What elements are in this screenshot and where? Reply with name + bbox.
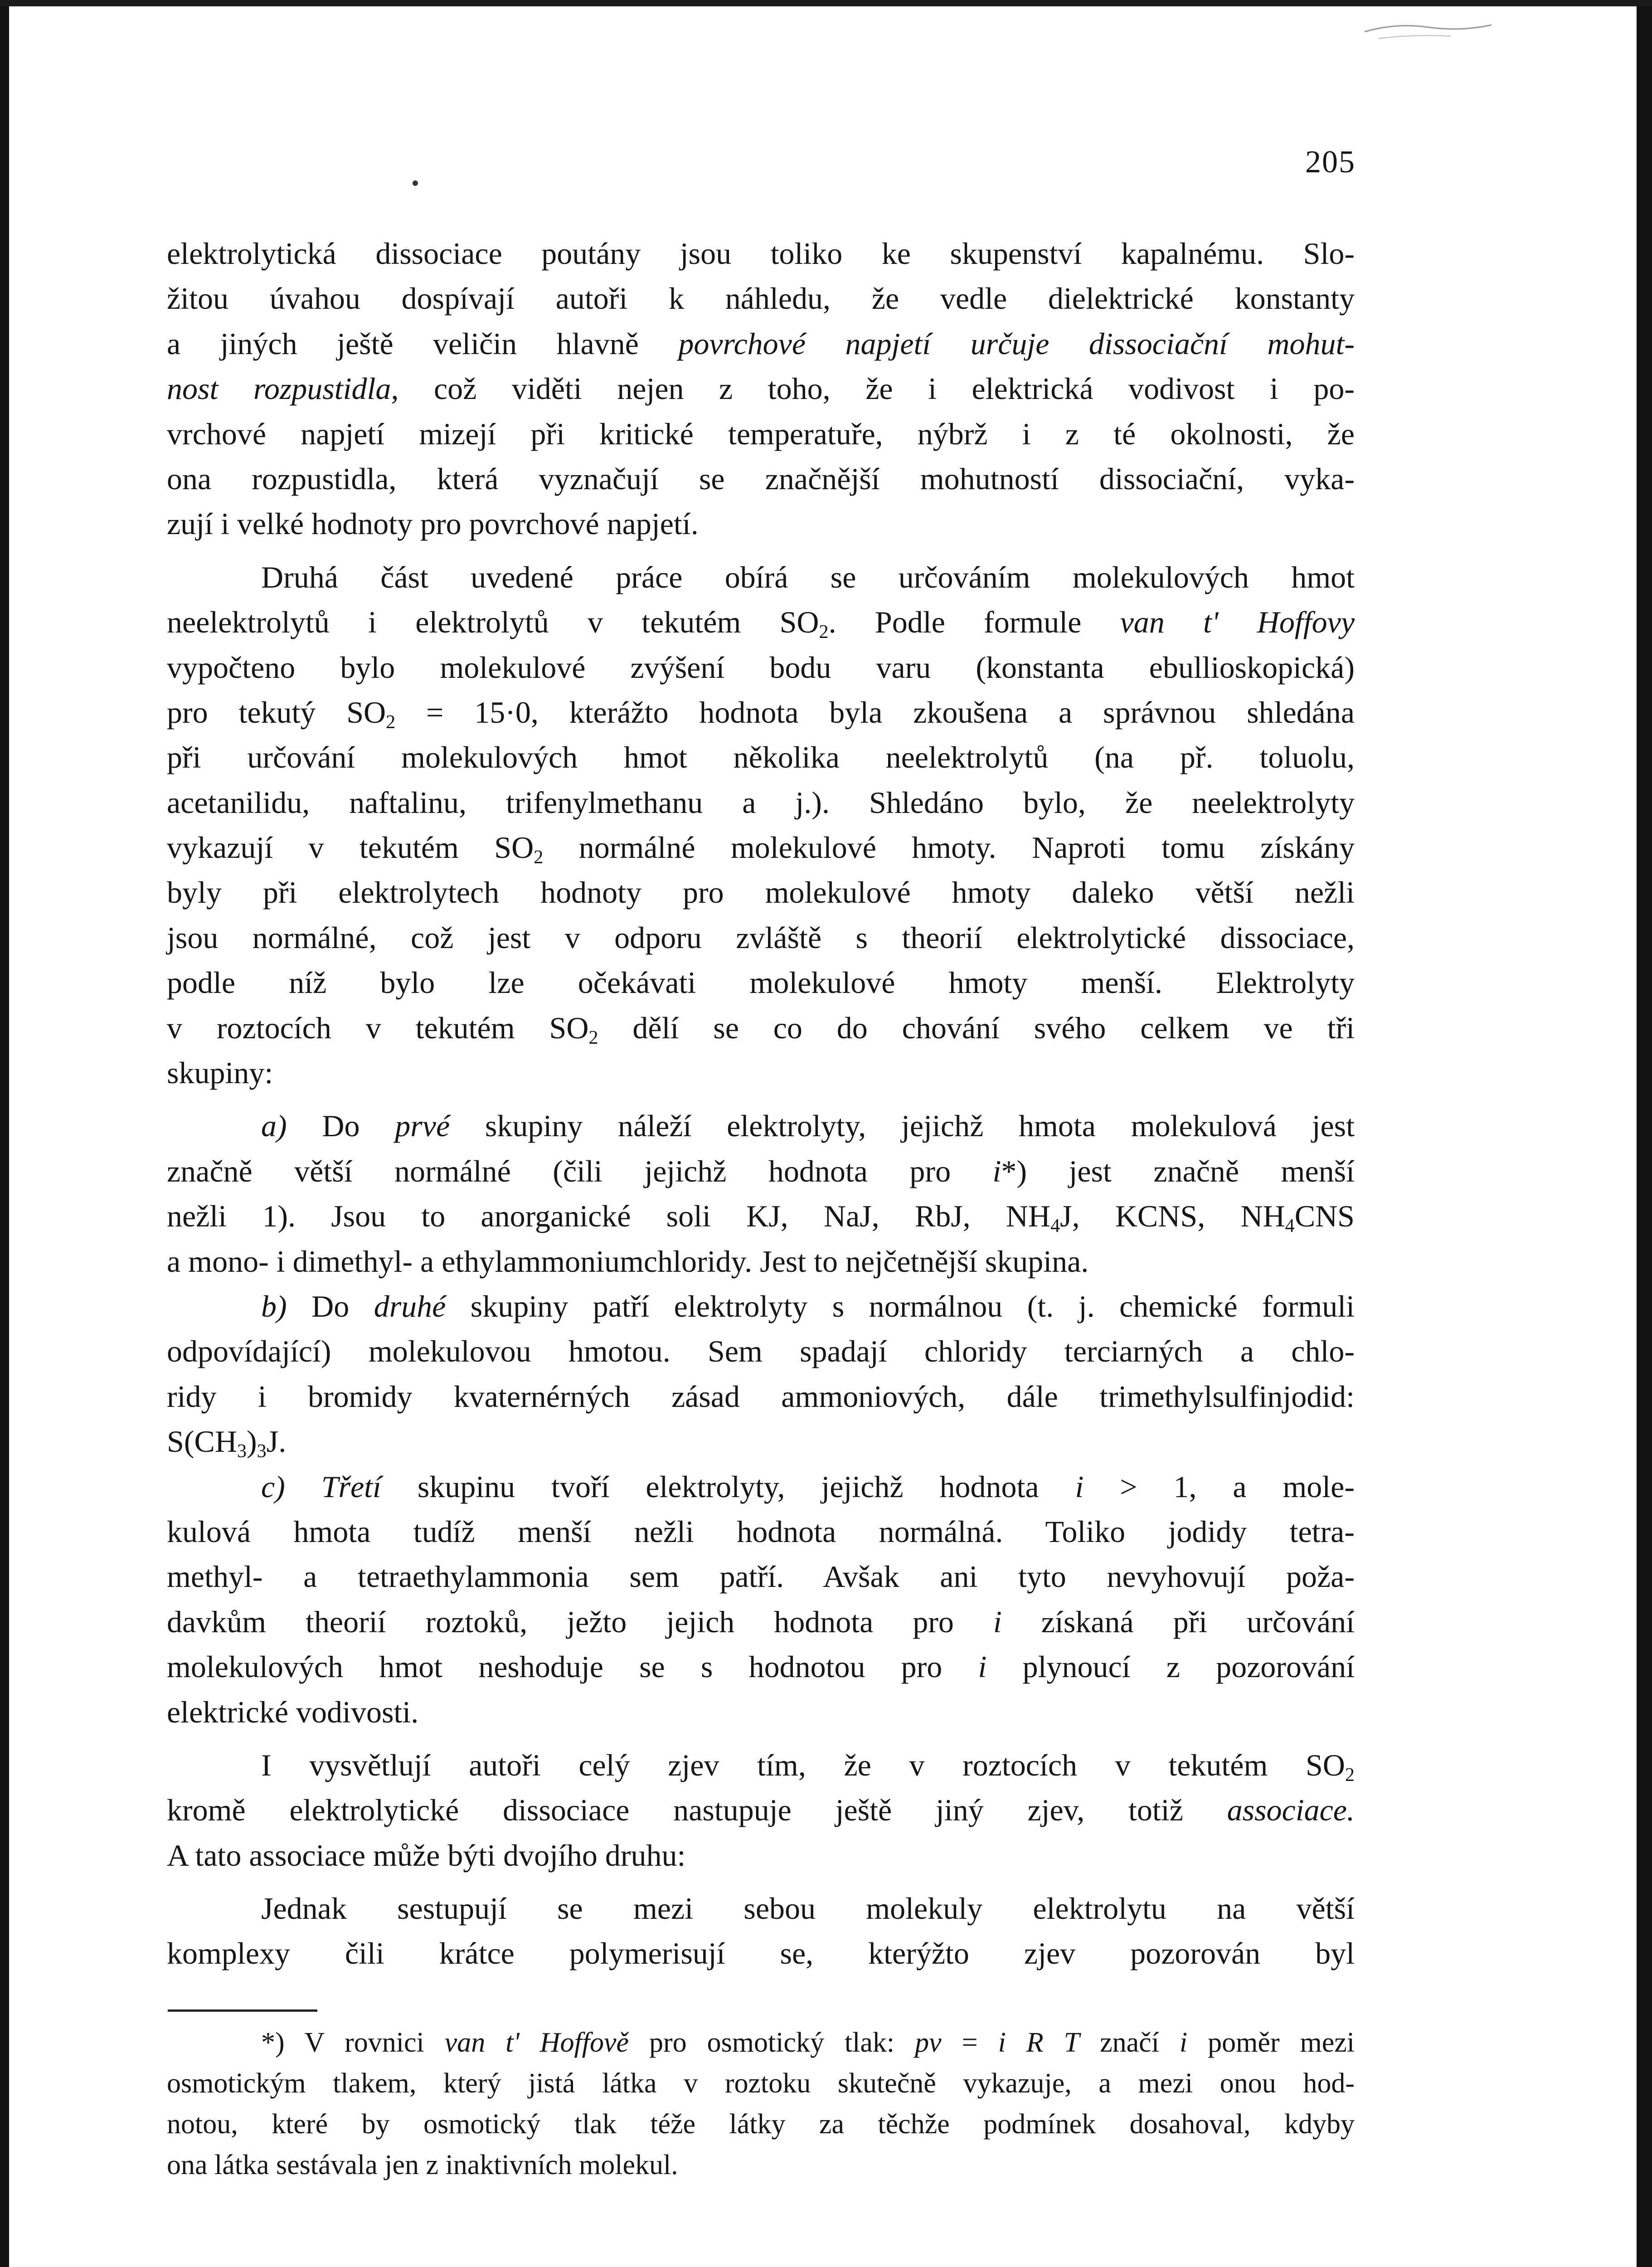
- text-line: jsou normálné, což jest v odporu zvláště s theorií elektrolytické dissociace,: [167, 920, 1355, 955]
- text-line: neelektrolytů i elektrolytů v tekutém $SO_2$. Podle formule van t' Hoffovy: [167, 605, 1355, 642]
- text-line: b) Do druhé skupiny patří elektrolyty s normálnou (t. j. chemické formuli: [261, 1289, 1355, 1323]
- text-line: I vysvětlují autoři celý zjev tím, že v roztocích v tekutém $SO_2$: [261, 1747, 1355, 1785]
- scan-dot: [413, 180, 418, 186]
- text-line: při určování molekulových hmot několika neelektrolytů (na př. toluolu,: [167, 740, 1355, 775]
- text-line: zují i velké hodnoty pro povrchové napjetí.: [167, 506, 699, 541]
- text-line: elektrolytická dissociace poutány jsou toliko ke skupenství kapalnému. Slo-: [167, 236, 1355, 271]
- footnote-line: notou, které by osmotický tlak téže látky za těchže podmínek dosahoval, kdyby: [167, 2109, 1355, 2140]
- text-line: byly při elektrolytech hodnoty pro molekulové hmoty daleko větší nežli: [167, 875, 1355, 910]
- text-line: Jednak sestupují se mezi sebou molekuly elektrolytu na větší: [261, 1891, 1355, 1926]
- text-line: žitou úvahou dospívají autoři k náhledu, že vedle dielektrické konstanty: [167, 281, 1355, 316]
- text-gap: [167, 1095, 1355, 1104]
- text-line: podle níž bylo lze očekávati molekulové hmoty menší. Elektrolyty: [167, 965, 1355, 1000]
- scan-border-top: [0, 0, 1652, 6]
- page-number: 205: [1305, 145, 1356, 180]
- footnote: [167, 2022, 1355, 2185]
- text-line: a) Do prvé skupiny náleží elektrolyty, jejichž hmota molekulová jest: [261, 1109, 1355, 1143]
- text-line: methyl- a tetraethylammonia sem patří. Avšak ani tyto nevyhovují poža-: [167, 1559, 1355, 1594]
- text-line: c) Třetí skupinu tvoří elektrolyty, jejichž hodnota i > 1, a mole-: [261, 1469, 1355, 1504]
- text-gap: [167, 1735, 1355, 1743]
- text-line: ona rozpustidla, která vyznačují se značnější mohutností dissociační, vyka-: [167, 461, 1355, 496]
- text-line: nežli 1). Jsou to anorganické soli KJ, NaJ, RbJ, $NH_4J$, KCNS, $NH_4CNS$: [167, 1199, 1355, 1236]
- text-line: davkům theorií roztoků, ježto jejich hodnota pro i získaná při určování: [167, 1604, 1355, 1639]
- text-line: značně větší normálné (čili jejichž hodnota pro i*) jest značně menší: [167, 1153, 1355, 1188]
- text-line: a jiných ještě veličin hlavně povrchové napjetí určuje dissociační mohut-: [167, 326, 1355, 361]
- text-gap: [167, 547, 1355, 555]
- text-line: $S(CH_3)_3J$.: [167, 1424, 287, 1462]
- text-line: A tato associace může býti dvojího druhu:: [167, 1838, 686, 1873]
- scan-border-left: [0, 0, 9, 2267]
- text-line: vypočteno bylo molekulové zvýšení bodu varu (konstanta ebullioskopická): [167, 650, 1355, 685]
- text-line: molekulových hmot neshoduje se s hodnotou pro i plynoucí z pozorování: [167, 1649, 1355, 1684]
- text-line: ridy i bromidy kvaternérných zásad ammoniových, dále trimethylsulfinjodid:: [167, 1379, 1355, 1414]
- text-line: odpovídající) molekulovou hmotou. Sem spadají chloridy terciarných a chlo-: [167, 1334, 1355, 1369]
- text-line: komplexy čili krátce polymerisují se, kterýžto zjev pozorován byl: [167, 1936, 1355, 1971]
- text-line: Druhá část uvedené práce obírá se určováním molekulových hmot: [261, 559, 1355, 594]
- scan-smudge: [1360, 14, 1496, 45]
- text-line: skupiny:: [167, 1056, 273, 1090]
- text-line: acetanilidu, naftalinu, trifenylmethanu a j.). Shledáno bylo, že neelektrolyty: [167, 785, 1355, 820]
- text-gap: [167, 1878, 1355, 1886]
- scan-border-right: [1637, 0, 1652, 2267]
- text-line: a mono- i dimethyl- a ethylammoniumchloridy. Jest to nejčetnější skupina.: [167, 1244, 1089, 1279]
- footnote-line: *) V rovnici van t' Hoffově pro osmotický tlak: pv = i R T značí i poměr mezi: [261, 2027, 1355, 2058]
- text-line: nost rozpustidla, což viděti nejen z toho, že i elektrická vodivost i po-: [167, 371, 1355, 406]
- footnote-line: osmotickým tlakem, který jistá látka v roztoku skutečně vykazuje, a mezi onou hod-: [167, 2068, 1355, 2099]
- footnote-rule: [168, 2009, 317, 2012]
- body-text: [167, 231, 1355, 1976]
- text-line: vrchové napjetí mizejí při kritické temperatuře, nýbrž i z té okolnosti, že: [167, 416, 1355, 451]
- footnote-line: ona látka sestávala jen z inaktivních molekul.: [167, 2150, 678, 2180]
- text-line: elektrické vodivosti.: [167, 1694, 419, 1729]
- text-line: kromě elektrolytické dissociace nastupuje ještě jiný zjev, totiž associace.: [167, 1793, 1355, 1828]
- text-line: kulová hmota tudíž menší nežli hodnota normálná. Toliko jodidy tetra-: [167, 1514, 1355, 1549]
- text-line: v roztocích v tekutém $SO_2$ dělí se co do chování svého celkem ve tři: [167, 1010, 1355, 1048]
- text-line: vykazují v tekutém $SO_2$ normálné molekulové hmoty. Naproti tomu získány: [167, 830, 1355, 868]
- text-line: pro tekutý $SO_2 = 15\cdot 0$, kterážto hodnota byla zkoušena a správnou shledána: [167, 695, 1355, 733]
